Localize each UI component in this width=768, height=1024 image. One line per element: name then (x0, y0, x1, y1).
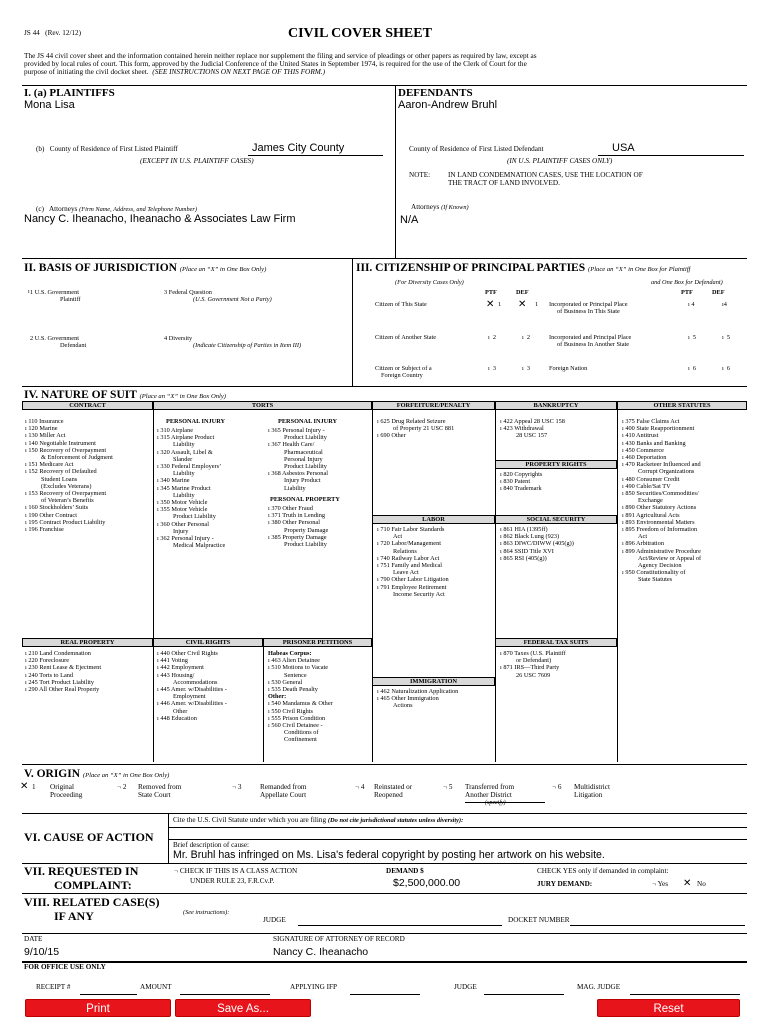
nature-of-suit-option[interactable]: ı 160 Stockholders’ Suits (25, 504, 89, 512)
def-header: DEF (516, 289, 529, 296)
def-6[interactable]: ı 6 (722, 365, 731, 372)
social-security-list (500, 526, 616, 562)
nature-of-suit-option[interactable]: ı 540 Mandamus & Other (268, 700, 333, 708)
bankruptcy-header: BANKRUPTCY (495, 401, 617, 410)
nature-of-suit-option[interactable]: ı 290 All Other Real Property (25, 686, 100, 694)
nature-of-suit-option: Exchange (638, 497, 663, 505)
related-title-2: IF ANY (54, 909, 94, 923)
forfeiture-list (377, 418, 493, 440)
nature-of-suit-option: & Enforcement of Judgment (41, 454, 113, 462)
nature-of-suit-option[interactable]: ı 380 Other Personal (268, 519, 320, 527)
citizenship-title: III. CITIZENSHIP OF PRINCIPAL PARTIES (Place an “X” in One Box for Plaintiff (356, 262, 691, 274)
nature-of-suit-option[interactable]: ı 365 Personal Injury - (268, 427, 325, 434)
nature-of-suit-option[interactable]: ı 690 Other (377, 432, 406, 440)
origin-3: Remanded from Appellate Court (260, 783, 307, 799)
nature-of-suit-option[interactable]: ı 196 Franchise (25, 526, 64, 534)
ptf-5[interactable]: ı 5 (688, 334, 697, 341)
nature-of-suit-option: Act (393, 533, 403, 541)
nature-of-suit-option: Actions (393, 702, 413, 710)
related-judge-label: JUDGE (263, 916, 286, 924)
forfeiture-header: FORFEITURE/PENALTY (372, 401, 495, 410)
origin-6-num[interactable]: ¬ 6 (552, 783, 562, 791)
jury-no-label: No (697, 880, 706, 888)
nature-of-suit-option[interactable]: ı 151 Medicare Act (25, 461, 74, 469)
save-as-button[interactable]: Save As... (175, 999, 311, 1017)
nature-of-suit-option: Injury Product (284, 477, 321, 485)
intro-line-3: purpose of initiating the civil docket sheet. (SEE INSTRUCTIONS ON NEXT PAGE OF THIS FORM.) (24, 67, 326, 76)
property-rights-list (500, 471, 616, 493)
nature-of-suit-option[interactable]: ı 895 Freedom of Information (622, 526, 698, 534)
plaintiff-field[interactable]: Mona Lisa (24, 99, 75, 111)
nature-of-suit-option[interactable]: ı 423 Withdrawal (500, 425, 544, 433)
nature-of-suit-option: Income Security Act (393, 590, 445, 598)
nature-of-suit-option[interactable]: ı 480 Consumer Credit (622, 475, 680, 483)
nature-of-suit-option[interactable]: ı 530 General (268, 678, 303, 686)
def-1: 1 (535, 301, 539, 308)
nature-of-suit-option[interactable]: ı 560 Civil Detainee - (268, 722, 323, 730)
torts-list-2 (268, 427, 372, 492)
nature-of-suit-option[interactable]: ı 462 Naturalization Application (377, 688, 459, 695)
nature-of-suit-option[interactable]: ı 463 Alien Detainee (268, 657, 320, 665)
nature-of-suit-option[interactable]: ı 315 Airplane Product (157, 434, 215, 442)
nature-of-suit-option: Liability (284, 484, 306, 492)
incorporated-and-principal: Incorporated and Principal Place of Business In Another State (549, 334, 632, 349)
nature-of-suit-option[interactable]: ı 490 Cable/Sat TV (622, 482, 671, 490)
nature-of-suit-option: Student Loans (41, 475, 78, 483)
nature-of-suit-option: 26 USC 7609 (516, 671, 551, 679)
origin-3-num[interactable]: ¬ 3 (232, 783, 242, 791)
nature-of-suit-option: Property Damage (284, 526, 329, 534)
nature-of-suit-option[interactable]: ı 465 Other Immigration (377, 695, 439, 703)
nature-of-suit-option[interactable]: ı 190 Other Contract (25, 511, 77, 519)
nature-of-suit-title: IV. NATURE OF SUIT (Place an “X” in One Box Only) (24, 389, 226, 401)
nature-of-suit-option[interactable]: ı 385 Property Damage (268, 533, 327, 541)
jurisdiction-option-1[interactable]: 1 U.S. Government Plaintiff (30, 289, 81, 304)
nature-of-suit-option[interactable]: ı 442 Employment (157, 664, 204, 672)
def-attorneys-label: Attorneys (If Known) (411, 203, 469, 211)
nature-of-suit-option[interactable]: ı 110 Insurance (25, 418, 64, 425)
note-line-1: IN LAND CONDEMNATION CASES, USE THE LOCATION OF (448, 171, 643, 179)
origin-6: Multidistrict Litigation (574, 783, 610, 799)
checkbox-icon: ı (28, 289, 30, 295)
nature-of-suit-option[interactable]: ı 220 Foreclosure (25, 657, 70, 665)
origin-1: Original Proceeding (50, 783, 83, 799)
nature-of-suit-option[interactable]: ı 510 Motions to Vacate (268, 664, 329, 672)
cite-statute-label: Cite the U.S. Civil Statute under which you are filing (Do not cite jurisdictional statutes unless diversity): (173, 816, 464, 824)
nature-of-suit-option[interactable]: ı 430 Banks and Banking (622, 439, 686, 447)
origin-title: V. ORIGIN (Place an “X” in One Box Only) (24, 768, 170, 780)
nature-of-suit-option[interactable]: ı 791 Employee Retirement (377, 583, 447, 591)
nature-of-suit-option: of Property 21 USC 881 (393, 425, 455, 433)
nature-of-suit-option: Slander (173, 455, 193, 463)
nature-of-suit-option[interactable]: ı 195 Contract Product Liability (25, 518, 106, 526)
nature-of-suit-option[interactable]: ı 862 Black Lung (923) (500, 533, 560, 541)
in-us-note: (IN U.S. PLAINTIFF CASES ONLY) (507, 157, 613, 165)
real-property-list (25, 650, 151, 693)
note-line-2: THE TRACT OF LAND INVOLVED. (448, 179, 560, 187)
def-header-2: DEF (712, 289, 725, 296)
defendant-county-field[interactable]: USA (612, 142, 635, 154)
brief-description-field[interactable]: Mr. Bruhl has infringed on Ms. Lisa's federal copyright by posting her artwork on his website. (173, 849, 605, 861)
nature-of-suit-option: Product Liability (173, 513, 216, 521)
nature-of-suit-option[interactable]: ı 870 Taxes (U.S. Plaintiff (500, 650, 566, 657)
prisoner-list (268, 650, 372, 744)
demand-label: DEMAND $ (386, 867, 424, 875)
nature-of-suit-option[interactable]: ı 355 Motor Vehicle (157, 506, 208, 514)
class-action-checkbox[interactable]: ¬ CHECK IF THIS IS A CLASS ACTION (174, 867, 298, 875)
nature-of-suit-option[interactable]: ı 120 Marine (25, 425, 58, 433)
nature-of-suit-option[interactable]: ı 893 Environmental Matters (622, 518, 695, 526)
personal-injury-1-label: PERSONAL INJURY (166, 418, 226, 425)
nature-of-suit-option: Act/Review or Appeal of (638, 554, 702, 562)
ptf-header: PTF (485, 289, 497, 296)
nature-of-suit-option[interactable]: ı 362 Personal Injury - (157, 535, 214, 543)
origin-1-check-icon[interactable]: ✕ (20, 781, 29, 792)
nature-of-suit-option[interactable]: ı 345 Marine Product (157, 484, 211, 492)
nature-of-suit-option[interactable]: ı 410 Antitrust (622, 432, 659, 440)
origin-5-num[interactable]: ¬ 5 (443, 783, 453, 791)
applying-ifp-label: APPLYING IFP (290, 983, 338, 991)
social-security-header: SOCIAL SECURITY (495, 515, 617, 524)
jurisdiction-title: II. BASIS OF JURISDICTION (Place an “X” in One Box Only) (24, 262, 267, 274)
nature-of-suit-option[interactable]: ı 152 Recovery of Defaulted (25, 468, 97, 476)
nature-of-suit-option[interactable]: ı 140 Negotiable Instrument (25, 439, 96, 447)
ptf-4[interactable]: ı 4 (688, 301, 695, 308)
nature-of-suit-option: Personal Injury (284, 455, 323, 463)
nature-of-suit-option: Corrupt Organizations (638, 468, 695, 476)
origin-2-num[interactable]: ¬ 2 (117, 783, 127, 791)
nature-of-suit-option[interactable]: ı 130 Miller Act (25, 432, 66, 440)
nature-of-suit-option[interactable]: ı 840 Trademark (500, 485, 542, 493)
demand-field[interactable]: $2,500,000.00 (393, 877, 461, 889)
nature-of-suit-option: Liability (173, 441, 195, 449)
nature-of-suit-option: Liability (173, 491, 195, 499)
citizen-this-state: Citizen of This State (375, 301, 427, 308)
nature-of-suit-option[interactable]: ı 625 Drug Related Seizure (377, 418, 446, 425)
signature-field[interactable]: Nancy C. Iheanacho (273, 946, 369, 958)
defendant-field[interactable]: Aaron-Andrew Bruhl (398, 99, 498, 111)
foreign-nation: Foreign Nation (549, 365, 588, 372)
nature-of-suit-option[interactable]: ı 740 Railway Labor Act (377, 554, 440, 562)
jurisdiction-option-3[interactable]: 3 Federal Question (U.S. Government Not a Party) (164, 289, 272, 304)
nature-of-suit-option: 28 USC 157 (516, 432, 548, 440)
nature-of-suit-option[interactable]: ı 422 Appeal 28 USC 158 (500, 418, 565, 425)
def-attorneys-field[interactable]: N/A (400, 214, 419, 226)
nature-of-suit-option[interactable]: ı 448 Education (157, 714, 197, 722)
defendant-county-label: County of Residence of First Listed Defendant (409, 145, 544, 153)
nature-of-suit-option: Leave Act (393, 569, 419, 577)
attorneys-field[interactable]: Nancy C. Iheanacho, Iheanacho & Associates Law Firm (24, 213, 296, 225)
federal-tax-list (500, 650, 616, 679)
nature-of-suit-option[interactable]: ı 830 Patent (500, 478, 531, 486)
form-id: JS 44 (Rev. 12/12) (24, 29, 82, 37)
nature-of-suit-option[interactable]: ı 441 Voting (157, 657, 188, 665)
nature-of-suit-option[interactable]: ı 850 Securities/Commodities/ (622, 490, 699, 498)
nature-of-suit-option[interactable]: ı 360 Other Personal (157, 520, 209, 528)
jury-demand-label: JURY DEMAND: (537, 880, 593, 888)
reset-button[interactable]: Reset (597, 999, 740, 1017)
nature-of-suit-option[interactable]: ı 710 Fair Labor Standards (377, 526, 445, 533)
nature-of-suit-option[interactable]: ı 871 IRS—Third Party (500, 664, 560, 672)
nature-of-suit-option: Pharmaceutical (284, 448, 323, 456)
def-4[interactable]: ı4 (722, 301, 727, 308)
nature-of-suit-option[interactable]: ı 891 Agricultural Acts (622, 511, 680, 519)
nature-of-suit-option[interactable]: ı 340 Marine (157, 477, 190, 485)
nature-of-suit-option[interactable]: ı 240 Torts to Land (25, 671, 74, 679)
nature-of-suit-option[interactable]: ı 890 Other Statutory Actions (622, 504, 697, 512)
labor-header: LABOR (372, 515, 495, 524)
incorporated-principal: Incorporated or Principal Place of Business In This State (549, 301, 628, 316)
amount-label: AMOUNT (140, 983, 172, 991)
defendants-label: DEFENDANTS (398, 87, 473, 99)
federal-tax-header: FEDERAL TAX SUITS (495, 638, 617, 647)
nature-of-suit-option[interactable]: ı 863 DIWC/DIWW (405(g)) (500, 540, 574, 548)
contract-header: CONTRACT (22, 401, 153, 410)
nature-of-suit-option: Product Liability (284, 463, 327, 471)
nature-of-suit-option[interactable]: ı 153 Recovery of Overpayment (25, 490, 107, 498)
nature-of-suit-option[interactable]: ı 368 Asbestos Personal (268, 470, 328, 478)
check-yes-label: CHECK YES only if demanded in complaint: (537, 867, 669, 875)
plaintiff-county-field[interactable]: James City County (252, 142, 345, 154)
ptf-6[interactable]: ı 6 (688, 365, 697, 372)
origin-5: Transferred from Another District (specify) (465, 783, 515, 806)
nature-of-suit-option: Habeas Corpus: (268, 650, 312, 657)
nature-of-suit-option[interactable]: ı 861 HIA (1395ff) (500, 526, 548, 533)
civil-rights-header: CIVIL RIGHTS (153, 638, 263, 647)
nature-of-suit-option[interactable]: ı 950 Constitutionality of (622, 569, 686, 577)
brief-description-label: Brief description of cause: (173, 841, 250, 849)
nature-of-suit-option: Agency Decision (638, 562, 682, 570)
other-statutes-header: OTHER STATUTES (617, 401, 747, 410)
nature-of-suit-option: Other: (268, 693, 287, 701)
real-property-header: REAL PROPERTY (22, 638, 153, 647)
intro-line-2: provided by local rules of court. This form, approved by the Judicial Conference of the United States in September 1974, is required for the use of the Clerk of Court for the (24, 59, 527, 68)
nature-of-suit-option: Liability (173, 470, 195, 478)
plaintiffs-label: I. (a) PLAINTIFFS (24, 87, 115, 99)
immigration-header: IMMIGRATION (372, 677, 495, 686)
page-title: CIVIL COVER SHEET (288, 26, 432, 41)
jury-yes-checkbox[interactable]: ¬ Yes (652, 880, 669, 888)
nature-of-suit-option: Employment (173, 693, 206, 701)
civil-rights-list (157, 650, 261, 722)
nature-of-suit-option: State Statutes (638, 576, 673, 584)
signature-label: SIGNATURE OF ATTORNEY OF RECORD (273, 935, 405, 943)
nature-of-suit-option[interactable]: ı 790 Other Labor Litigation (377, 576, 449, 584)
nature-of-suit-option[interactable]: ı 460 Deportation (622, 454, 667, 462)
nature-of-suit-option[interactable]: ı 150 Recovery of Overpayment (25, 446, 107, 454)
nature-of-suit-option[interactable]: ı 367 Health Care/ (268, 441, 315, 449)
def-1-check-icon[interactable]: ✕ (518, 299, 527, 310)
nature-of-suit-option[interactable]: ı 720 Labor/Management (377, 540, 441, 548)
citizen-foreign: Citizen or Subject of a Foreign Country (375, 365, 432, 380)
nature-of-suit-option[interactable]: ı 899 Administrative Procedure (622, 547, 701, 555)
except-note: (EXCEPT IN U.S. PLAINTIFF CASES) (140, 157, 254, 165)
origin-4: Reinstated or Reopened (374, 783, 413, 799)
docket-number-label: DOCKET NUMBER (508, 916, 570, 924)
ptf-3[interactable]: ı 3 (488, 365, 497, 372)
nature-of-suit-option[interactable]: ı 370 Other Fraud (268, 505, 313, 512)
nature-of-suit-option: or Defendant) (516, 657, 552, 665)
print-button[interactable]: Print (25, 999, 171, 1017)
nature-of-suit-option[interactable]: ı 470 Racketeer Influenced and (622, 461, 701, 469)
nature-of-suit-option: Conditions of (284, 729, 319, 737)
note-label: NOTE: (409, 171, 431, 179)
prisoner-header: PRISONER PETITIONS (263, 638, 372, 647)
personal-property-label: PERSONAL PROPERTY (270, 496, 340, 503)
nature-of-suit-option: Sentence (284, 671, 307, 679)
labor-list (377, 526, 493, 598)
nature-of-suit-option[interactable]: ı 245 Tort Product Liability (25, 678, 95, 686)
requested-title-2: COMPLAINT: (54, 878, 132, 892)
office-judge-label: JUDGE (454, 983, 477, 991)
ptf-1-check-icon[interactable]: ✕ (486, 299, 495, 310)
requested-title-1: VII. REQUESTED IN (24, 864, 139, 878)
torts-list-1 (157, 427, 265, 549)
related-hint: (See instructions): (183, 909, 230, 916)
nature-of-suit-option[interactable]: ı 400 State Reapportionment (622, 425, 695, 433)
nature-of-suit-option[interactable]: ı 865 RSI (405(g)) (500, 554, 547, 562)
mag-judge-label: MAG. JUDGE (577, 983, 621, 991)
nature-of-suit-option[interactable]: ı 751 Family and Medical (377, 562, 443, 570)
cause-title: VI. CAUSE OF ACTION (24, 830, 154, 844)
nature-of-suit-option[interactable]: ı 450 Commerce (622, 446, 664, 454)
nature-of-suit-option[interactable]: ı 550 Civil Rights (268, 707, 313, 715)
def-5[interactable]: ı 5 (722, 334, 731, 341)
nature-of-suit-option[interactable]: ı 555 Prison Condition (268, 714, 326, 722)
bankruptcy-list (500, 418, 616, 440)
nature-of-suit-option: Accommodations (173, 678, 218, 686)
nature-of-suit-option[interactable]: ı 350 Motor Vehicle (157, 499, 208, 507)
torts-list-3 (268, 505, 372, 548)
nature-of-suit-option[interactable]: ı 445 Amer. w/Disabilities - (157, 686, 227, 694)
torts-header: TORTS (153, 401, 372, 410)
nature-of-suit-option[interactable]: ı 310 Airplane (157, 427, 194, 434)
personal-injury-2-label: PERSONAL INJURY (278, 418, 338, 425)
nature-of-suit-option: Product Liability (284, 434, 327, 442)
rule-23-label: UNDER RULE 23, F.R.Cv.P. (190, 877, 275, 885)
attorneys-label: (c) Attorneys (Firm Name, Address, and Telephone Number) (36, 205, 197, 213)
related-title-1: VIII. RELATED CASE(S) (24, 895, 160, 909)
jury-no-check-icon[interactable]: ✕ (683, 878, 692, 889)
citizenship-hint-2: and One Box for Defendant) (651, 279, 723, 286)
nature-of-suit-option[interactable]: ı 375 False Claims Act (622, 418, 680, 425)
nature-of-suit-option[interactable]: ı 330 Federal Employers’ (157, 463, 222, 471)
plaintiff-county-label: (b) County of Residence of First Listed Plaintiff (36, 145, 178, 153)
nature-of-suit-option: Injury (173, 527, 189, 535)
office-use-label: FOR OFFICE USE ONLY (24, 963, 106, 971)
property-rights-header: PROPERTY RIGHTS (495, 460, 617, 469)
nature-of-suit-option[interactable]: ı 210 Land Condemnation (25, 650, 91, 657)
nature-of-suit-option: Medical Malpractice (173, 542, 226, 550)
nature-of-suit-option: of Veteran’s Benefits (41, 497, 94, 505)
nature-of-suit-option[interactable]: ı 896 Arbitration (622, 540, 664, 548)
nature-of-suit-option: Product Liability (284, 541, 327, 549)
citizen-another-state: Citizen of Another State (375, 334, 437, 341)
nature-of-suit-option: Confinement (284, 736, 317, 744)
receipt-label: RECEIPT # (36, 983, 71, 991)
date-label: DATE (24, 935, 43, 943)
nature-of-suit-option[interactable]: ı 535 Death Penalty (268, 686, 318, 694)
nature-of-suit-option: Relations (393, 547, 417, 555)
nature-of-suit-option: Act (638, 533, 648, 541)
nature-of-suit-option[interactable]: ı 443 Housing/ (157, 671, 195, 679)
origin-2: Removed from State Court (138, 783, 182, 799)
nature-of-suit-option[interactable]: ı 446 Amer. w/Disabilities - (157, 700, 227, 708)
intro-line-1: The JS 44 civil cover sheet and the information contained herein neither replace nor supplement the filing and service of pleadings or other papers as required by law, except as (24, 51, 537, 60)
nature-of-suit-option[interactable]: ı 230 Rent Lease & Ejectment (25, 664, 102, 672)
nature-of-suit-option: Other (173, 707, 188, 715)
nature-of-suit-option[interactable]: ı 820 Copyrights (500, 471, 543, 478)
contract-list (25, 418, 151, 533)
jurisdiction-option-2[interactable]: 2 U.S. Government Defendant (30, 335, 87, 350)
ptf-2[interactable]: ı 2 (488, 334, 497, 341)
other-statutes-list (622, 418, 746, 584)
nature-of-suit-option[interactable]: ı 320 Assault, Libel & (157, 448, 213, 456)
jurisdiction-option-4[interactable]: 4 Diversity (Indicate Citizenship of Parties in Item III) (164, 335, 302, 350)
nature-of-suit-option[interactable]: ı 440 Other Civil Rights (157, 650, 218, 657)
immigration-list (377, 688, 493, 710)
ptf-header-2: PTF (681, 289, 693, 296)
origin-1-num: 1 (32, 783, 36, 791)
date-field[interactable]: 9/10/15 (24, 946, 60, 958)
nature-of-suit-option[interactable]: ı 864 SSID Title XVI (500, 547, 554, 555)
nature-of-suit-option: (Excludes Veterans) (41, 482, 92, 490)
ptf-1: 1 (498, 301, 502, 308)
def-3[interactable]: ı 3 (522, 365, 531, 372)
origin-4-num[interactable]: ¬ 4 (355, 783, 365, 791)
nature-of-suit-option[interactable]: ı 371 Truth in Lending (268, 512, 326, 520)
citizenship-diversity-hint: (For Diversity Cases Only) (395, 279, 464, 286)
def-2[interactable]: ı 2 (522, 334, 531, 341)
